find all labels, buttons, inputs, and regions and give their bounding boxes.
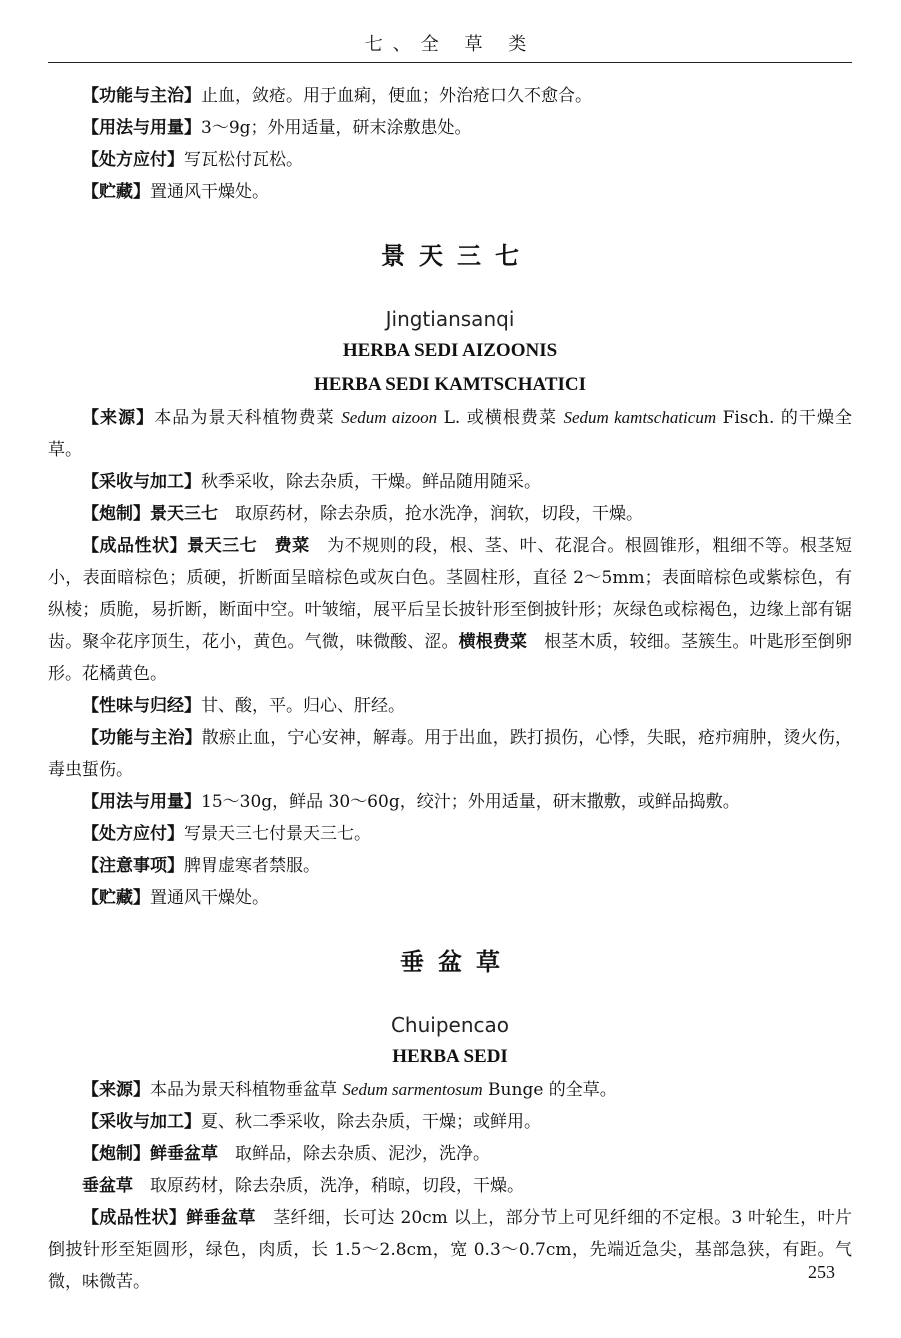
running-head: 七、全 草 类 (364, 34, 537, 55)
section-tag: 【功能与主治】 (82, 728, 202, 748)
section-text: 甘、酸，平。归心、肝经。 (201, 696, 405, 716)
section-tag: 【采收与加工】 (82, 1112, 201, 1132)
section-text: 夏、秋二季采收，除去杂质，干燥；或鲜用。 (201, 1112, 541, 1132)
section-text: 写景天三七付景天三七。 (184, 824, 371, 844)
processing-paragraph (48, 498, 852, 530)
product-name: 鲜垂盆草 (186, 1208, 256, 1228)
section-tag: 【用法与用量】 (82, 792, 201, 812)
harvest-paragraph (48, 466, 852, 498)
source-paragraph (48, 402, 852, 466)
species-name: Sedum aizoon (341, 408, 438, 427)
usage-paragraph (48, 786, 852, 818)
processing-paragraph (48, 1138, 852, 1170)
entry-latin-name: HERBA SEDI (392, 1046, 508, 1067)
section-text: 散瘀止血，宁心安神，解毒。用于出血，跌打损伤，心悸，失眠，疮疖痈肿，烫火伤，毒虫蜇伤。 (48, 728, 852, 780)
section-text: 秋季采收，除去杂质，干燥。鲜品随用随采。 (201, 472, 541, 492)
section-tag: 【炮制】 (82, 504, 150, 524)
section-tag: 【功能与主治】 (82, 86, 201, 106)
product-name: 横根费菜 (458, 632, 528, 652)
characteristics-paragraph (48, 1202, 852, 1298)
product-name: 垂盆草 (82, 1176, 133, 1196)
section-text: 取原药材，除去杂质，抢水洗净，润软，切段，干燥。 (218, 504, 643, 524)
section-text: 取原药材，除去杂质，洗净，稍晾，切段，干燥。 (133, 1176, 524, 1196)
section-tag: 【性味与归经】 (82, 696, 201, 716)
section-text: 置通风干燥处。 (150, 888, 269, 908)
entry-pinyin: Chuipencao (390, 1013, 510, 1037)
section-tag: 【处方应付】 (82, 824, 184, 844)
section-text: Bunge 的全草。 (482, 1080, 617, 1100)
section-text: 止血，敛疮。用于血痢，便血；外治疮口久不愈合。 (201, 86, 592, 106)
source-paragraph (48, 1074, 852, 1106)
entry-title: 景天三七 (381, 242, 533, 270)
section-tag: 【采收与加工】 (82, 472, 201, 492)
storage-paragraph (48, 176, 852, 208)
section-text: 本品为景天科植物费菜 (154, 408, 342, 428)
usage-paragraph (48, 112, 852, 144)
section-tag: 【炮制】 (82, 1144, 150, 1164)
section-text: 茎纤细，长可达 20cm 以上，部分节上可见纤细的不定根。3 叶轮生，叶片倒披针形至矩圆形，绿色，肉质，长 1.5～2.8cm，宽 0.3～0.7cm，先端近急尖，基部急狭，有距。气微，味微苦。 (48, 1208, 853, 1292)
section-tag: 【成品性状】 (82, 1208, 187, 1228)
page-content (48, 80, 852, 1298)
section-text: 15～30g，鲜品 30～60g，绞汁；外用适量，研末撒敷，或鲜品捣敷。 (201, 792, 740, 812)
product-name: 景天三七 (150, 504, 218, 524)
function-paragraph (48, 722, 852, 786)
section-text: 写瓦松付瓦松。 (184, 150, 303, 170)
section-text: Fisch. 的干燥全草。 (48, 408, 853, 460)
section-tag: 【处方应付】 (82, 150, 184, 170)
entry-title: 垂盆草 (400, 948, 514, 976)
section-text: 脾胃虚寒者禁服。 (184, 856, 320, 876)
harvest-paragraph (48, 1106, 852, 1138)
section-text: 本品为景天科植物垂盆草 (150, 1080, 343, 1100)
function-paragraph (48, 80, 852, 112)
section-text: L. 或横根费菜 (437, 408, 564, 428)
entry-latin-name: HERBA SEDI AIZOONIS (342, 340, 558, 361)
caution-paragraph (48, 850, 852, 882)
section-tag: 【贮藏】 (82, 182, 150, 202)
product-name: 鲜垂盆草 (150, 1144, 218, 1164)
section-tag: 【来源】 (82, 1080, 150, 1100)
prescription-paragraph (48, 818, 852, 850)
entry-pinyin: Jingtiansanqi (385, 307, 515, 331)
section-text: 3～9g；外用适量，研末涂敷患处。 (201, 118, 472, 138)
section-tag: 【贮藏】 (82, 888, 150, 908)
section-tag: 【注意事项】 (82, 856, 184, 876)
header-rule (48, 62, 852, 63)
section-tag: 【用法与用量】 (82, 118, 201, 138)
page-number: 253 (808, 1262, 835, 1282)
prescription-paragraph (48, 144, 852, 176)
characteristics-paragraph (48, 530, 852, 690)
processing-paragraph (48, 1170, 852, 1202)
section-tag: 【来源】 (82, 408, 155, 428)
section-tag: 【成品性状】 (82, 536, 188, 556)
product-name: 景天三七 费菜 (187, 536, 310, 556)
species-name: Sedum kamtschaticum (563, 408, 717, 427)
storage-paragraph (48, 882, 852, 914)
section-text: 置通风干燥处。 (150, 182, 269, 202)
section-text: 为不规则的段，根、茎、叶、花混合。根圆锥形，粗细不等。根茎短小，表面暗棕色；质硬，折断面呈暗棕色或灰白色。茎圆柱形，直径 2～5mm；表面暗棕色或紫棕色，有纵棱；质脆，易折断，断面中空。叶皱缩，展平后呈长披针形至倒披针形；灰绿色或棕褐色，边缘上部有锯齿。聚伞花序顶生，花小，黄色。气微，味微酸、涩。 (48, 536, 853, 652)
entry-latin-name: HERBA SEDI KAMTSCHATICI (313, 374, 587, 395)
section-text: 取鲜品，除去杂质、泥沙，洗净。 (218, 1144, 490, 1164)
taste-paragraph (48, 690, 852, 722)
section-text: 根茎木质，较细。茎簇生。叶匙形至倒卵形。花橘黄色。 (48, 632, 853, 684)
species-name: Sedum sarmentosum (342, 1080, 483, 1099)
